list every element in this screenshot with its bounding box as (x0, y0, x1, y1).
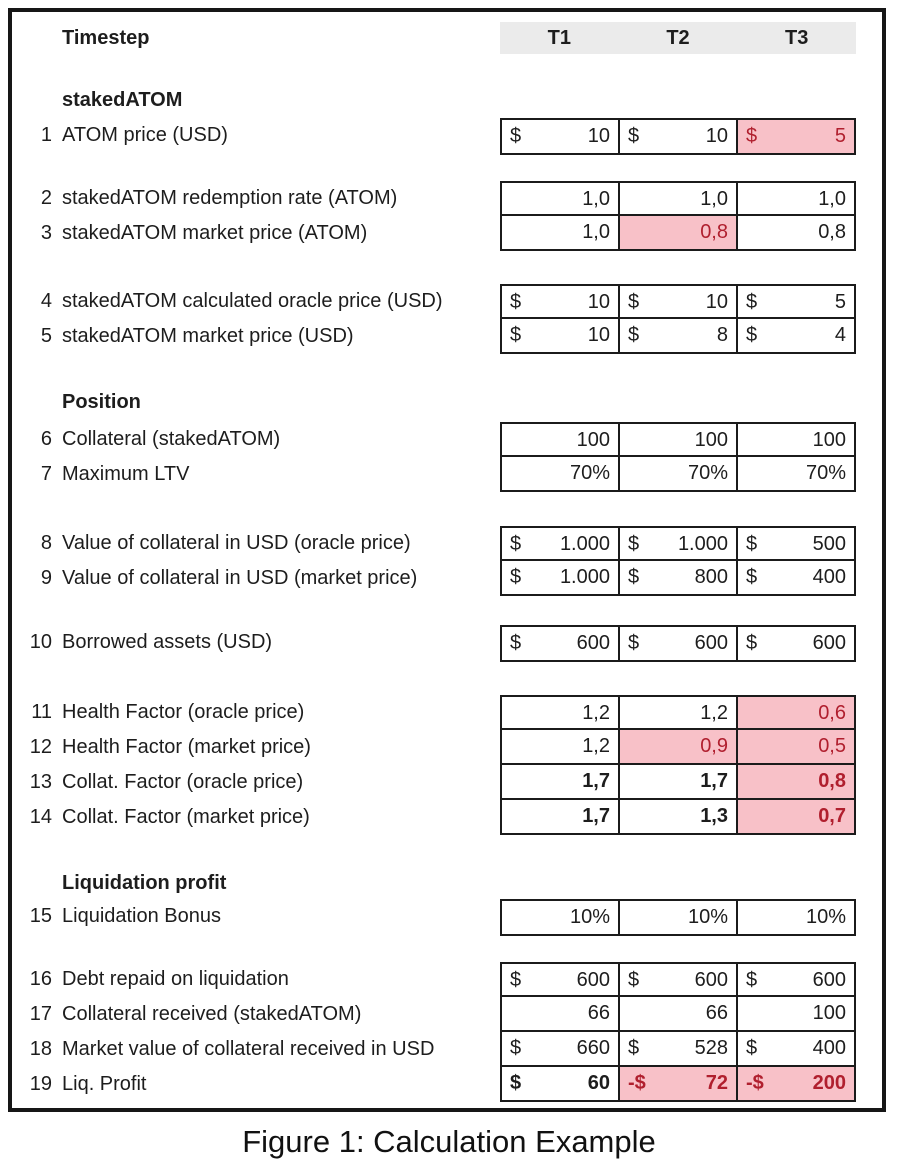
value-cell (736, 286, 854, 319)
value-cell (502, 528, 618, 561)
row-number: 2 (40, 187, 52, 209)
row-number: 4 (40, 290, 52, 312)
value-cells (500, 1030, 856, 1067)
value-cell (502, 627, 618, 660)
cell-value: 10 (587, 324, 610, 346)
cell-value: 5 (834, 291, 846, 313)
cell-value: 600 (812, 969, 846, 991)
cell-value: 200 (812, 1072, 846, 1094)
value-cell (618, 1067, 736, 1100)
value-cell (618, 627, 736, 660)
value-cell (618, 800, 736, 833)
row-label: Maximum LTV (62, 463, 190, 485)
value-cell (618, 561, 736, 594)
table-row (12, 561, 882, 596)
value-cell (736, 1067, 854, 1100)
row-number: 14 (29, 806, 52, 828)
currency-symbol: $ (628, 566, 640, 588)
table-row (12, 422, 882, 457)
row-label: ATOM price (USD) (62, 124, 228, 146)
currency-symbol: $ (746, 291, 758, 313)
currency-symbol: $ (628, 291, 640, 313)
currency-symbol: $ (510, 125, 522, 147)
cell-value: 1.000 (559, 533, 610, 555)
value-cell (618, 216, 736, 249)
value-cell (502, 730, 618, 763)
value-cell (736, 457, 854, 490)
row-label: Health Factor (market price) (62, 736, 311, 758)
column-header: T3 (785, 27, 809, 49)
currency-symbol: $ (510, 291, 522, 313)
cell-value: 600 (694, 969, 728, 991)
row-number: 17 (29, 1003, 52, 1025)
timestep-columns-band (500, 22, 856, 54)
table-row (12, 181, 882, 216)
value-cell (618, 183, 736, 216)
section-title: stakedATOM (62, 89, 183, 111)
value-cells (500, 559, 856, 596)
value-cell (618, 424, 736, 457)
row-label: Value of collateral in USD (oracle price) (62, 532, 411, 554)
value-cell (618, 964, 736, 997)
value-cell (618, 697, 736, 730)
value-cells (500, 214, 856, 251)
table-row (12, 695, 882, 730)
value-cell (736, 120, 854, 153)
cell-value: 400 (812, 1037, 846, 1059)
value-cell (502, 1067, 618, 1100)
row-number: 18 (29, 1038, 52, 1060)
cell-value: 70% (687, 462, 728, 484)
row-label: stakedATOM market price (USD) (62, 325, 354, 347)
cell-value: 10 (705, 291, 728, 313)
row-label: Liq. Profit (62, 1073, 147, 1095)
value-cell (736, 730, 854, 763)
row-number: 11 (31, 701, 52, 723)
table-row (12, 319, 882, 354)
cell-value: 60 (587, 1072, 610, 1094)
currency-symbol: $ (510, 533, 522, 555)
cell-value: 0,8 (818, 770, 846, 792)
value-cell (618, 457, 736, 490)
cell-value: 70% (569, 462, 610, 484)
cell-value: 10 (705, 125, 728, 147)
header-row (12, 22, 882, 54)
cell-value: 0,6 (818, 702, 846, 724)
value-cell (618, 120, 736, 153)
cell-value: 0,9 (700, 735, 728, 757)
value-cell (736, 765, 854, 798)
cell-value: 10 (587, 291, 610, 313)
currency-symbol: $ (628, 969, 640, 991)
cell-value: 4 (834, 324, 846, 346)
value-cells (500, 455, 856, 492)
cell-value: 500 (812, 533, 846, 555)
row-number: 8 (40, 532, 52, 554)
value-cell (736, 964, 854, 997)
currency-symbol: $ (746, 125, 758, 147)
value-cells (500, 995, 856, 1032)
currency-symbol: $ (628, 324, 640, 346)
cell-value: 1.000 (677, 533, 728, 555)
currency-symbol: -$ (746, 1072, 764, 1094)
row-label: Borrowed assets (USD) (62, 631, 273, 653)
cell-value: 10% (805, 906, 846, 928)
value-cell (502, 1032, 618, 1065)
value-cells (500, 728, 856, 765)
value-cell (502, 697, 618, 730)
value-cells (500, 181, 856, 218)
value-cell (502, 216, 618, 249)
row-number: 15 (29, 905, 52, 927)
cell-value: 1,2 (582, 702, 610, 724)
currency-symbol: $ (746, 566, 758, 588)
row-number: 7 (40, 463, 52, 485)
cell-value: 8 (716, 324, 728, 346)
row-label: Collat. Factor (oracle price) (62, 771, 304, 793)
cell-value: 100 (576, 429, 610, 451)
value-cell (502, 319, 618, 352)
cell-value: 1.000 (559, 566, 610, 588)
value-cells (500, 798, 856, 835)
value-cell (736, 319, 854, 352)
table-body (12, 88, 882, 1102)
table-row (12, 997, 882, 1032)
value-cell (736, 997, 854, 1030)
currency-symbol: $ (746, 324, 758, 346)
row-label: stakedATOM calculated oracle price (USD) (62, 290, 443, 312)
cell-value: 72 (705, 1072, 728, 1094)
table-row (12, 526, 882, 561)
cell-value: 600 (812, 632, 846, 654)
value-cell (502, 964, 618, 997)
value-cells (500, 695, 856, 732)
value-cell (502, 901, 618, 934)
cell-value: 1,7 (700, 770, 728, 792)
row-number: 13 (29, 771, 52, 793)
row-number: 12 (29, 736, 52, 758)
value-cell (618, 319, 736, 352)
value-cell (502, 424, 618, 457)
row-label: Debt repaid on liquidation (62, 968, 289, 990)
cell-value: 66 (587, 1002, 610, 1024)
row-number: 3 (40, 222, 52, 244)
cell-value: 600 (576, 632, 610, 654)
cell-value: 1,0 (818, 188, 846, 210)
table-row (12, 118, 882, 153)
cell-value: 1,2 (582, 735, 610, 757)
table-row (12, 457, 882, 492)
table-row (12, 284, 882, 319)
column-header: T1 (547, 27, 571, 49)
value-cell (502, 561, 618, 594)
cell-value: 1,7 (582, 770, 610, 792)
value-cell (502, 800, 618, 833)
row-label: Value of collateral in USD (market price) (62, 567, 418, 589)
row-label: Liquidation Bonus (62, 905, 222, 927)
column-header: T2 (666, 27, 690, 49)
currency-symbol: $ (628, 1037, 640, 1059)
currency-symbol: $ (510, 1037, 522, 1059)
cell-value: 600 (694, 632, 728, 654)
row-number: 19 (29, 1073, 52, 1095)
value-cells (500, 625, 856, 662)
value-cell (618, 1032, 736, 1065)
row-label: Health Factor (oracle price) (62, 701, 305, 723)
value-cell (736, 1032, 854, 1065)
table-row (12, 1032, 882, 1067)
currency-symbol: $ (628, 533, 640, 555)
value-cell (736, 216, 854, 249)
row-number: 5 (40, 325, 52, 347)
row-number: 9 (40, 567, 52, 589)
currency-symbol: $ (510, 566, 522, 588)
table-row (12, 730, 882, 765)
cell-value: 10% (569, 906, 610, 928)
table-row (12, 216, 882, 251)
currency-symbol: $ (510, 1072, 522, 1094)
value-cell (736, 561, 854, 594)
cell-value: 70% (805, 462, 846, 484)
calculation-table-figure (8, 8, 886, 1112)
row-number: 10 (29, 631, 52, 653)
value-cell (618, 765, 736, 798)
value-cell (618, 730, 736, 763)
value-cells (500, 526, 856, 563)
currency-symbol: $ (628, 125, 640, 147)
value-cell (502, 457, 618, 490)
cell-value: 660 (576, 1037, 610, 1059)
cell-value: 1,0 (582, 221, 610, 243)
row-label: Market value of collateral received in USD (62, 1038, 435, 1060)
section-title: Position (62, 391, 141, 413)
cell-value: 0,7 (818, 805, 846, 827)
value-cells (500, 317, 856, 354)
row-label: Collateral received (stakedATOM) (62, 1003, 362, 1025)
table-row (12, 625, 882, 660)
cell-value: 0,5 (818, 735, 846, 757)
value-cells (500, 962, 856, 999)
cell-value: 1,7 (582, 805, 610, 827)
currency-symbol: $ (510, 969, 522, 991)
cell-value: 0,8 (818, 221, 846, 243)
currency-symbol: -$ (628, 1072, 646, 1094)
table-row (12, 899, 882, 934)
table-row (12, 962, 882, 997)
cell-value: 100 (694, 429, 728, 451)
value-cell (736, 800, 854, 833)
row-number: 1 (40, 124, 52, 146)
value-cell (502, 997, 618, 1030)
value-cell (502, 120, 618, 153)
value-cell (502, 765, 618, 798)
cell-value: 100 (812, 1002, 846, 1024)
value-cell (502, 183, 618, 216)
cell-value: 1,3 (700, 805, 728, 827)
value-cell (736, 528, 854, 561)
currency-symbol: $ (510, 324, 522, 346)
value-cell (618, 528, 736, 561)
cell-value: 10 (587, 125, 610, 147)
row-number: 16 (29, 968, 52, 990)
cell-value: 600 (576, 969, 610, 991)
table-row (12, 800, 882, 835)
figure-caption: Figure 1: Calculation Example (242, 1124, 656, 1159)
timestep-label: Timestep (62, 27, 150, 49)
value-cell (618, 286, 736, 319)
currency-symbol: $ (746, 1037, 758, 1059)
cell-value: 66 (705, 1002, 728, 1024)
value-cells (500, 899, 856, 936)
row-label: stakedATOM market price (ATOM) (62, 222, 368, 244)
currency-symbol: $ (746, 969, 758, 991)
section-title: Liquidation profit (62, 872, 227, 894)
currency-symbol: $ (746, 533, 758, 555)
row-label: Collateral (stakedATOM) (62, 428, 281, 450)
cell-value: 1,0 (700, 188, 728, 210)
value-cell (736, 901, 854, 934)
cell-value: 100 (812, 429, 846, 451)
value-cell (502, 286, 618, 319)
cell-value: 1,2 (700, 702, 728, 724)
value-cell (736, 627, 854, 660)
currency-symbol: $ (510, 632, 522, 654)
value-cell (618, 901, 736, 934)
cell-value: 528 (694, 1037, 728, 1059)
table-row (12, 765, 882, 800)
value-cell (736, 183, 854, 216)
cell-value: 5 (834, 125, 846, 147)
row-number: 6 (40, 428, 52, 450)
cell-value: 400 (812, 566, 846, 588)
row-label: Collat. Factor (market price) (62, 806, 310, 828)
value-cells (500, 1065, 856, 1102)
value-cell (736, 424, 854, 457)
table-row (12, 1067, 882, 1102)
value-cells (500, 763, 856, 800)
value-cell (618, 997, 736, 1030)
value-cells (500, 284, 856, 321)
cell-value: 10% (687, 906, 728, 928)
currency-symbol: $ (628, 632, 640, 654)
value-cells (500, 422, 856, 459)
cell-value: 800 (694, 566, 728, 588)
cell-value: 1,0 (582, 188, 610, 210)
row-label: stakedATOM redemption rate (ATOM) (62, 187, 398, 209)
cell-value: 0,8 (700, 221, 728, 243)
value-cell (736, 697, 854, 730)
currency-symbol: $ (746, 632, 758, 654)
value-cells (500, 118, 856, 155)
